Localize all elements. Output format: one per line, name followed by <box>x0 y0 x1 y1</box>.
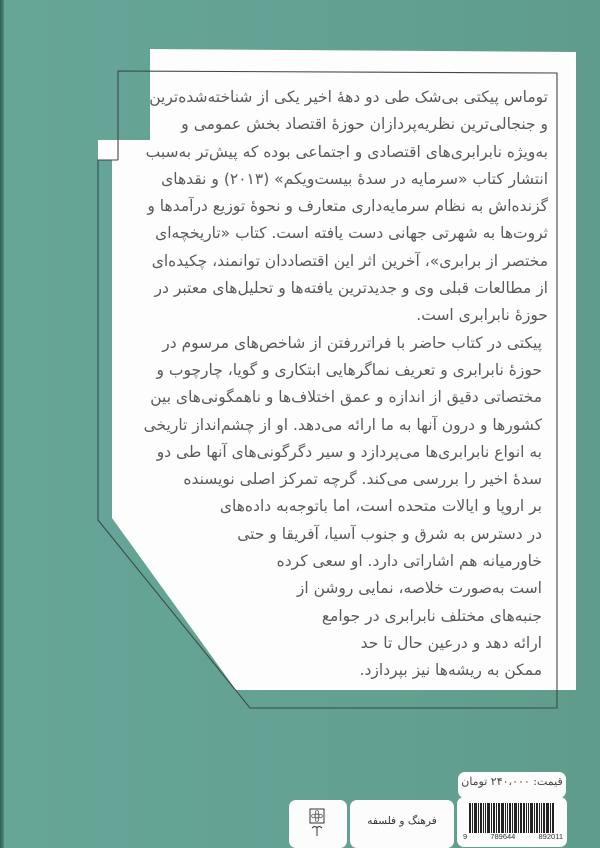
blurb-line: ارائه دهد و درعین حال تا حد <box>360 633 542 652</box>
blurb-line: حوزۀ نابرابری است. <box>416 306 548 325</box>
blurb-line: گزنده‌اش به نظام سرمایه‌داری متعارف و نحوۀ توزیع درآمدها و <box>147 197 548 216</box>
blurb-line: جنبه‌های مختلف نابرابری در جوامع <box>321 606 542 625</box>
isbn-digit-group: 9 <box>463 832 468 841</box>
blurb-line: و جنجالی‌ترین نظریه‌پردازان حوزۀ اقتصاد بخش عمومی و <box>181 115 548 134</box>
publisher-name: فرهنگ و فلسفه <box>367 815 437 827</box>
blurb-line: مختصر از برابری»، آخرین اثر این اقتصاددان توانمند، چکیده‌ای <box>151 251 548 270</box>
barcode-label <box>457 797 567 847</box>
blurb-line: ممکن به ریشه‌ها نیز بپردازد. <box>359 661 542 680</box>
publisher-logo-icon <box>309 808 325 838</box>
isbn-number <box>463 832 563 841</box>
blurb-line: به انواع نابرابری‌ها می‌پردازد و سیر دگرگونی‌های آنها طی دو <box>156 442 542 461</box>
blurb-line: در دسترس به شرق و جنوب آسیا، آفریقا و حتی <box>237 524 542 543</box>
price-text: قیمت: ۲۴۰،۰۰۰ تومان <box>461 775 563 788</box>
isbn-digit-group: 789644 <box>490 832 516 841</box>
blurb-line: حوزۀ نابرابری و تعریف نماگرهایی ابتکاری و گویا، چارچوب و <box>156 360 542 379</box>
blurb-line: مختصاتی دقیق از اندازه و عمق اختلاف‌ها و ناهمگونی‌های بین <box>150 388 542 407</box>
blurb-line: ثروت‌ها به شهرتی جهانی دست یافته است. کتاب «تاریخچه‌ای <box>155 224 548 243</box>
publisher-logo-label <box>289 800 347 848</box>
book-blurb <box>128 84 548 685</box>
blurb-line: پیکتی در کتاب حاضر با فراتررفتن از شاخص‌های مرسوم در <box>162 333 542 352</box>
blurb-line: انتشار کتاب «سرمایه در سدۀ بیست‌ویکم» (۲۰۱۳) و نقدهای <box>161 169 548 188</box>
blurb-line: کشورها و درون آنها به ما ارائه می‌دهد. او از چشم‌انداز تاریخی <box>143 415 542 434</box>
isbn-digit-group: 892011 <box>538 832 563 841</box>
blurb-line: خاورمیانه هم اشاراتی دارد. او سعی کرده <box>276 552 542 571</box>
blurb-line: بر اروپا و ایالات متحده است، اما باتوجه‌به داده‌های <box>219 497 542 516</box>
blurb-paragraph-1 <box>128 84 548 330</box>
blurb-line: از مطالعات قبلی وی و جدیدترین یافته‌ها و تحلیل‌های معتبر در <box>154 279 548 298</box>
blurb-line: توماس پیکتی بی‌شک طی دو دهۀ اخیر یکی از شناخته‌شده‌ترین <box>149 88 548 106</box>
blurb-line: سدۀ اخیر را بررسی می‌کند. گرچه تمرکز اصلی نویسنده <box>183 470 542 489</box>
blurb-paragraph-2 <box>128 330 548 685</box>
price-label <box>458 772 566 798</box>
blurb-line: به‌ویژه نابرابری‌های اقتصادی و اجتماعی بوده که پیش‌تر به‌سبب <box>145 142 548 161</box>
blurb-line: است به‌صورت خلاصه، نمایی روشن از <box>296 579 542 598</box>
publisher-label <box>350 800 454 848</box>
barcode-icon <box>469 803 559 833</box>
